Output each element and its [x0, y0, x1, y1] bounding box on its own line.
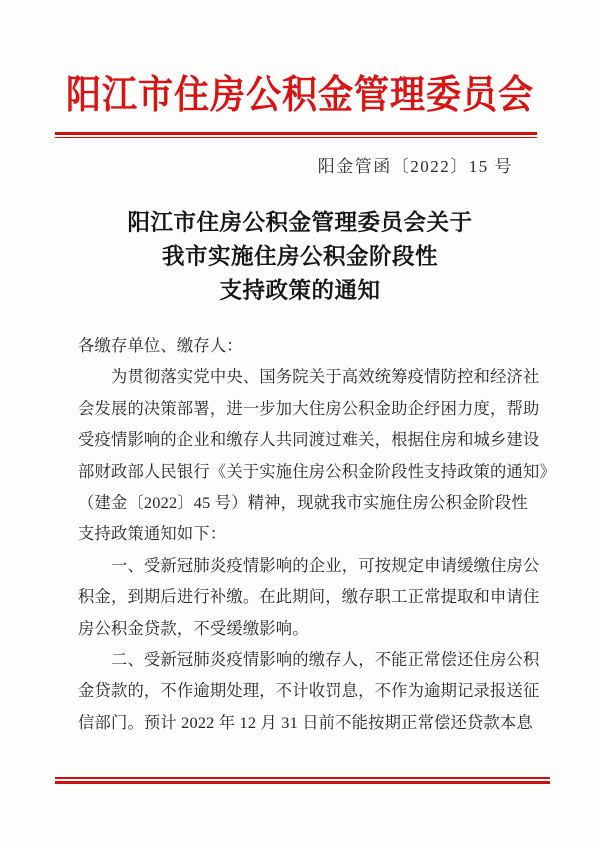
body-line: 二、受新冠肺炎疫情影响的缴存人，不能正常偿还住房公积: [111, 649, 540, 669]
title-line: 支持政策的通知: [219, 278, 381, 303]
salutation: 各缴存单位、缴存人：: [78, 336, 243, 355]
body-line: 支持政策通知如下：: [78, 524, 227, 544]
header-divider-thin-line: [55, 137, 537, 138]
document-reference-number: 阳金管函〔2022〕15 号: [317, 157, 513, 176]
body-line: 积金，到期后进行补缴。在此期间，缴存职工正常提取和申请住: [78, 587, 540, 607]
letterhead-org-name: 阳江市住房公积金管理委员会: [65, 74, 534, 117]
footer-divider-thick-line: [55, 781, 550, 784]
footer-red-divider: [55, 777, 550, 784]
body-line: （建金〔2022〕45 号）精神，现就我市实施住房公积金阶段性: [78, 492, 528, 512]
body-line: 会发展的决策部署，进一步加大住房公积金助企纾困力度，帮助: [78, 398, 540, 418]
body-line: 为贯彻落实党中央、国务院关于高效统筹疫情防控和经济社: [111, 367, 540, 387]
header-red-divider: [55, 132, 537, 138]
title-line: 我市实施住房公积金阶段性: [161, 244, 438, 269]
body-line: 金贷款的，不作逾期处理，不计收罚息，不作为逾期记录报送征: [78, 681, 540, 701]
body-line: 受疫情影响的企业和缴存人共同渡过难关，根据住房和城乡建设: [78, 430, 540, 450]
document-body: [78, 330, 556, 738]
body-line: 信部门。预计 2022 年 12 月 31 日前不能按期正常偿还贷款本息: [78, 712, 533, 732]
body-line: 部财政部人民银行《关于实施住房公积金阶段性支持政策的通知》: [78, 461, 556, 481]
title-line: 阳江市住房公积金管理委员会关于: [127, 210, 473, 235]
body-line: 一、受新冠肺炎疫情影响的企业，可按规定申请缓缴住房公: [111, 555, 540, 575]
body-line: 房公积金贷款，不受缓缴影响。: [78, 618, 309, 638]
document-title: [0, 206, 600, 308]
